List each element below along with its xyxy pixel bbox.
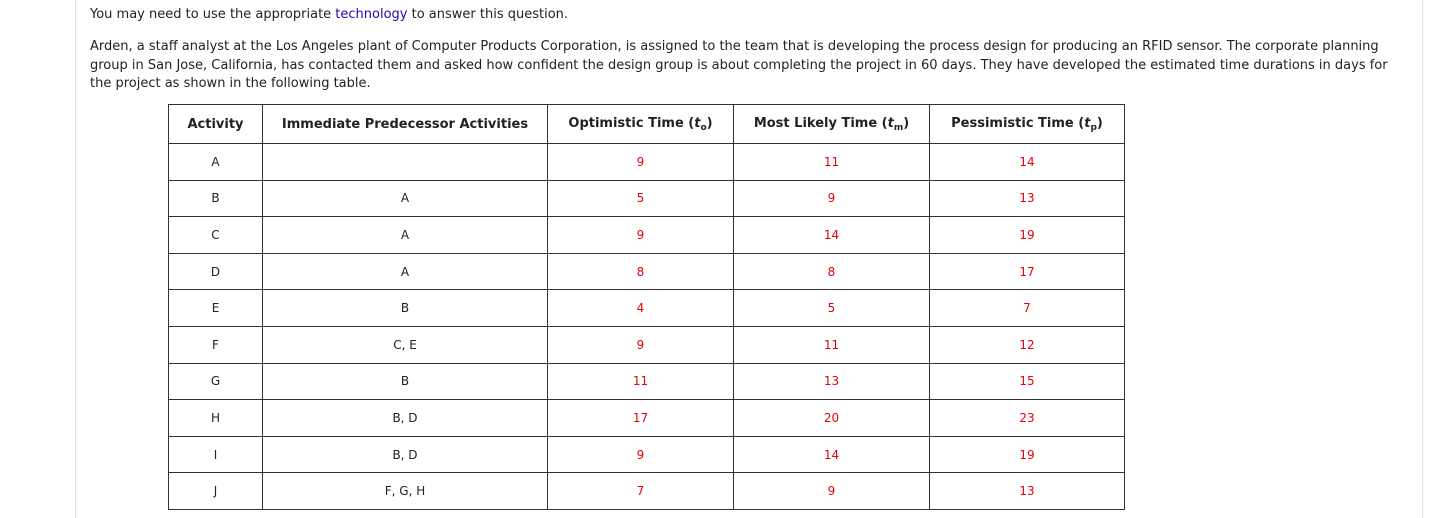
cell-most-likely: 9	[734, 473, 930, 510]
table-row	[169, 473, 1125, 510]
cell-predecessors: B, D	[263, 400, 548, 437]
cell-activity: E	[169, 290, 263, 327]
cell-activity: H	[169, 400, 263, 437]
table-header-row	[169, 105, 1125, 144]
cell-optimistic: 9	[548, 217, 734, 254]
cell-pessimistic: 19	[930, 217, 1125, 254]
cell-activity: A	[169, 144, 263, 181]
cell-pessimistic: 15	[930, 363, 1125, 400]
cell-most-likely: 20	[734, 400, 930, 437]
cell-activity: I	[169, 436, 263, 473]
table-row	[169, 326, 1125, 363]
cell-most-likely: 13	[734, 363, 930, 400]
cell-most-likely: 14	[734, 436, 930, 473]
cell-most-likely: 5	[734, 290, 930, 327]
cell-predecessors	[263, 144, 548, 181]
problem-paragraph: Arden, a staff analyst at the Los Angeles plant of Computer Products Corporation, is assigned to the team that is developing the process design for producing an RFID sensor. The corporate planning group in San Jose, California, has contacted them and asked how confident the design group is about completing the project in 60 days. They have developed the estimated time durations in days for the project as shown in the following table.	[90, 39, 1388, 91]
table-row	[169, 217, 1125, 254]
cell-most-likely: 11	[734, 326, 930, 363]
cell-optimistic: 17	[548, 400, 734, 437]
cell-predecessors: B, D	[263, 436, 548, 473]
cell-pessimistic: 7	[930, 290, 1125, 327]
table-row	[169, 436, 1125, 473]
cell-activity: B	[169, 180, 263, 217]
cell-optimistic: 8	[548, 253, 734, 290]
cell-predecessors: A	[263, 217, 548, 254]
cell-most-likely: 14	[734, 217, 930, 254]
technology-link[interactable]: technology	[335, 7, 408, 22]
cell-predecessors: C, E	[263, 326, 548, 363]
table-row	[169, 253, 1125, 290]
header-predecessors: Immediate Predecessor Activities	[263, 105, 548, 144]
header-activity: Activity	[169, 105, 263, 144]
cell-predecessors: B	[263, 290, 548, 327]
cell-pessimistic: 19	[930, 436, 1125, 473]
cell-pessimistic: 12	[930, 326, 1125, 363]
cell-predecessors: F, G, H	[263, 473, 548, 510]
cell-most-likely: 8	[734, 253, 930, 290]
cell-activity: G	[169, 363, 263, 400]
cell-predecessors: A	[263, 180, 548, 217]
intro-before: You may need to use the appropriate	[90, 7, 336, 22]
cell-activity: F	[169, 326, 263, 363]
cell-optimistic: 11	[548, 363, 734, 400]
table-row	[169, 144, 1125, 181]
cell-activity: J	[169, 473, 263, 510]
cell-pessimistic: 13	[930, 180, 1125, 217]
cell-optimistic: 5	[548, 180, 734, 217]
intro-after: to answer this question.	[407, 7, 569, 22]
cell-activity: C	[169, 217, 263, 254]
cell-most-likely: 11	[734, 144, 930, 181]
cell-pessimistic: 23	[930, 400, 1125, 437]
cell-optimistic: 7	[548, 473, 734, 510]
header-optimistic: Optimistic Time $(t_o)$	[548, 105, 734, 144]
cell-optimistic: 9	[548, 144, 734, 181]
header-most-likely: Most Likely Time $(t_m)$	[734, 105, 930, 144]
table-row	[169, 290, 1125, 327]
cell-pessimistic: 17	[930, 253, 1125, 290]
cell-activity: D	[169, 253, 263, 290]
question-content	[90, 0, 1400, 499]
cell-pessimistic: 13	[930, 473, 1125, 510]
table-row	[169, 180, 1125, 217]
intro-line	[90, 6, 1400, 24]
cell-optimistic: 4	[548, 290, 734, 327]
cell-predecessors: A	[263, 253, 548, 290]
cell-optimistic: 9	[548, 436, 734, 473]
cell-pessimistic: 14	[930, 144, 1125, 181]
cell-most-likely: 9	[734, 180, 930, 217]
activity-table	[168, 104, 1125, 510]
cell-optimistic: 9	[548, 326, 734, 363]
table-row	[169, 400, 1125, 437]
header-pessimistic: Pessimistic Time $(t_p)$	[930, 105, 1125, 144]
table-row	[169, 363, 1125, 400]
cell-predecessors: B	[263, 363, 548, 400]
